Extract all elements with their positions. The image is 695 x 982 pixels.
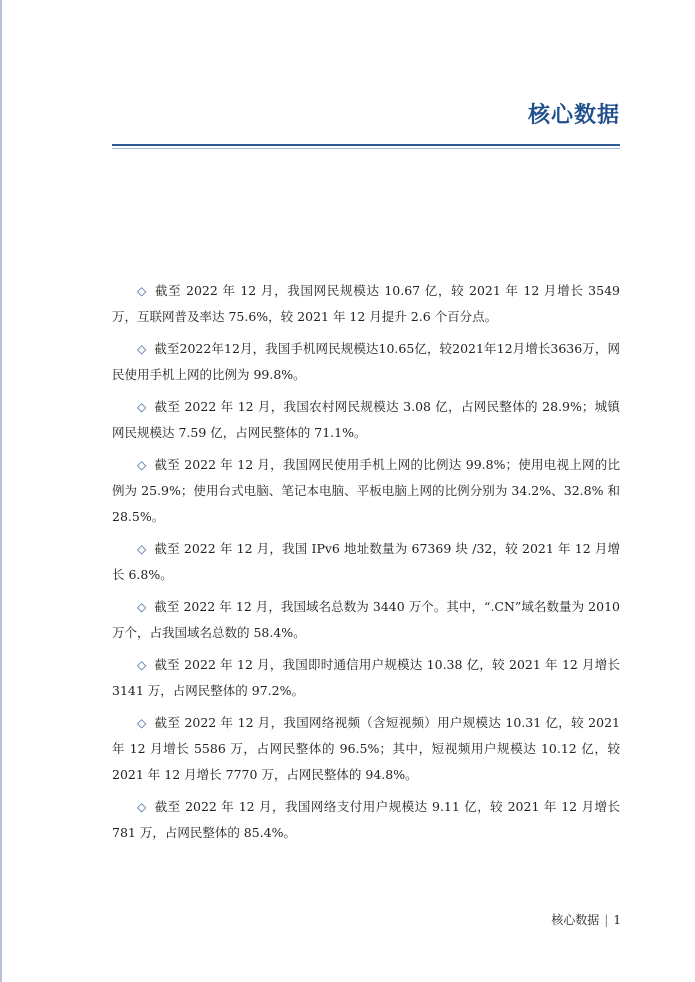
title-divider [112, 144, 620, 146]
key-data-list [112, 278, 620, 852]
list-item [112, 652, 620, 704]
diamond-bullet-icon: ◇ [137, 342, 147, 356]
list-item [112, 394, 620, 446]
diamond-bullet-icon: ◇ [137, 542, 147, 556]
list-item-text: 截至 2022 年 12 月，我国网络视频（含短视频）用户规模达 10.31 亿，较 2021 年 12 月增长 5586 万，占网民整体的 96.5%；其中，短视频用户规模达 10.12 亿，较 2021 年 12 月增长 7770 万，占网民整体的 94.8%。 [112, 715, 620, 782]
footer-separator: | [604, 913, 609, 927]
list-item-text: 截至 2022 年 12 月，我国网民使用手机上网的比例达 99.8%；使用电视上网的比例为 25.9%；使用台式电脑、笔记本电脑、平板电脑上网的比例分别为 34.2%、32.8% 和 28.5%。 [112, 457, 621, 524]
list-item-text: 截至 2022 年 12 月，我国农村网民规模达 3.08 亿，占网民整体的 28.9%；城镇网民规模达 7.59 亿，占网民整体的 71.1%。 [112, 399, 620, 440]
list-item [112, 536, 620, 588]
list-item-text: 截至 2022 年 12 月，我国即时通信用户规模达 10.38 亿，较 2021 年 12 月增长 3141 万，占网民整体的 97.2%。 [112, 657, 620, 698]
list-item-text: 截至 2022 年 12 月，我国网络支付用户规模达 9.11 亿，较 2021 年 12 月增长 781 万，占网民整体的 85.4%。 [112, 799, 620, 840]
diamond-bullet-icon: ◇ [137, 800, 147, 814]
diamond-bullet-icon: ◇ [137, 284, 147, 298]
list-item [112, 336, 620, 388]
page-number: 1 [613, 913, 621, 927]
diamond-bullet-icon: ◇ [137, 400, 147, 414]
footer-section-label: 核心数据 [551, 913, 600, 927]
list-item-text: 截至 2022 年 12 月，我国 IPv6 地址数量为 67369 块 /32，较 2021 年 12 月增长 6.8%。 [112, 541, 620, 582]
list-item [112, 452, 620, 530]
diamond-bullet-icon: ◇ [137, 458, 147, 472]
list-item-text: 截至 2022 年 12 月，我国网民规模达 10.67 亿，较 2021 年 12 月增长 3549 万，互联网普及率达 75.6%，较 2021 年 12 月提升 2.6 个百分点。 [112, 283, 620, 324]
left-margin-rule [0, 0, 2, 982]
page-footer [551, 911, 621, 928]
list-item [112, 710, 620, 788]
diamond-bullet-icon: ◇ [137, 600, 147, 614]
title-divider-thin [112, 148, 620, 149]
list-item-text: 截至2022年12月，我国手机网民规模达10.65亿，较2021年12月增长3636万，网民使用手机上网的比例为 99.8%。 [112, 341, 620, 382]
list-item [112, 278, 620, 330]
list-item [112, 794, 620, 846]
page-title: 核心数据 [527, 103, 620, 128]
list-item [112, 594, 620, 646]
diamond-bullet-icon: ◇ [137, 716, 147, 730]
list-item-text: 截至 2022 年 12 月，我国域名总数为 3440 万个。其中，“.CN”域名数量为 2010 万个，占我国域名总数的 58.4%。 [112, 599, 620, 640]
diamond-bullet-icon: ◇ [137, 658, 147, 672]
page-header [112, 98, 620, 149]
